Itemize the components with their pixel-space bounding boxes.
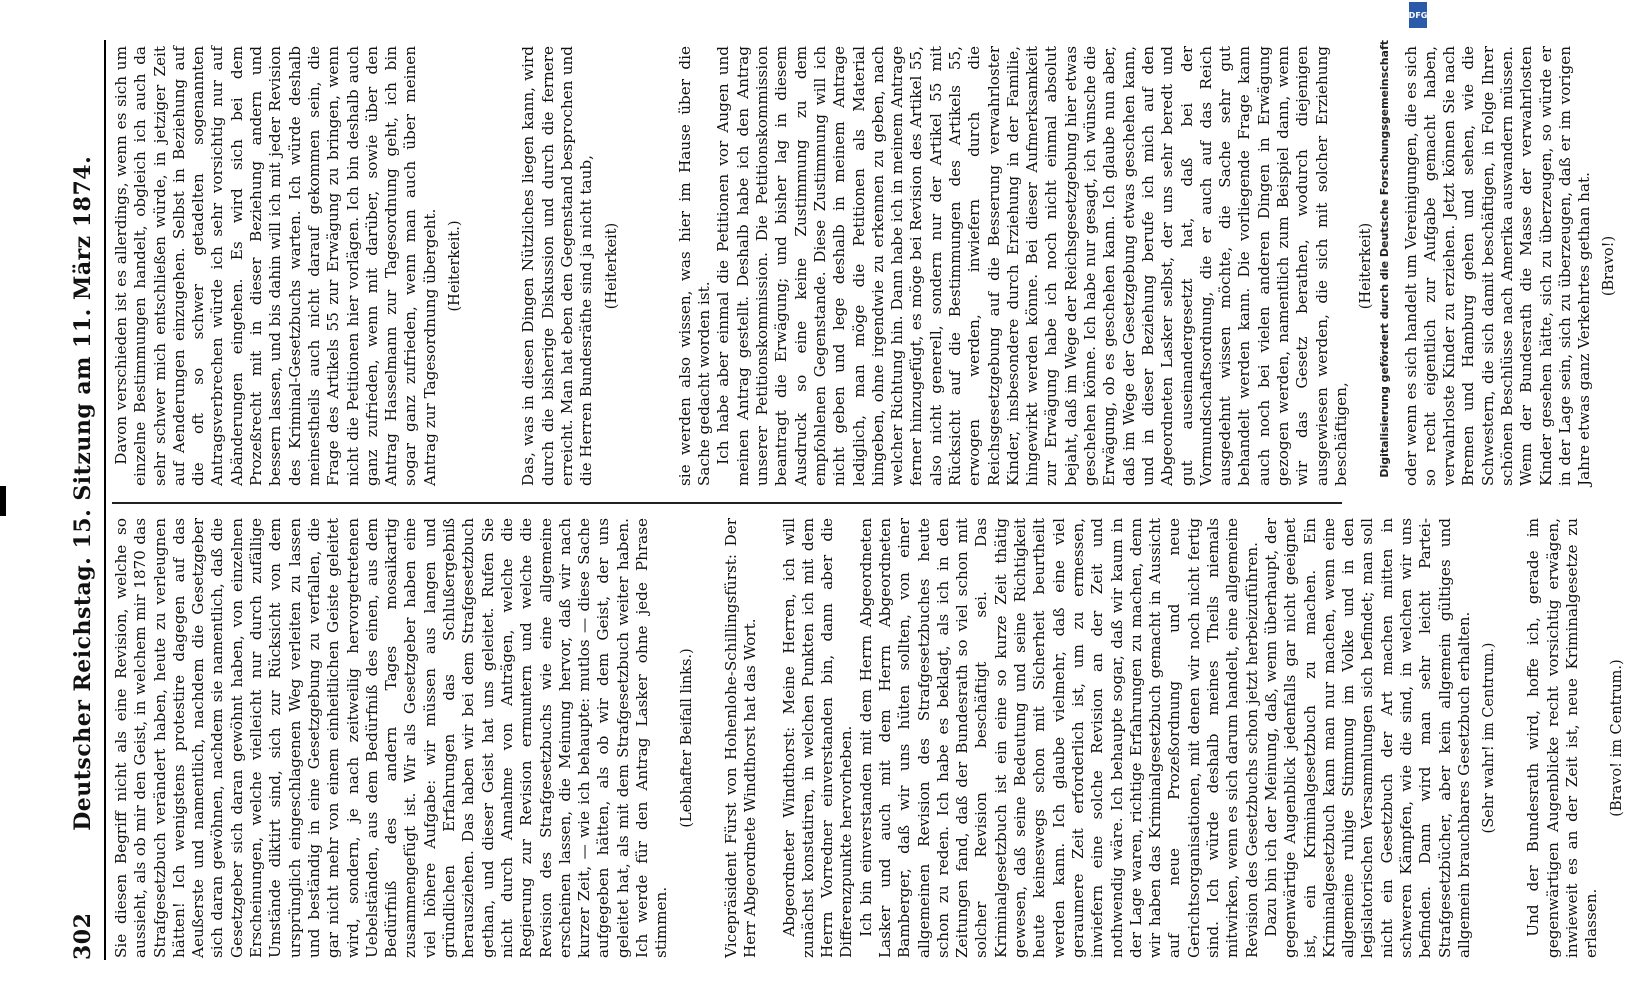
paragraph: Und der Bundesrath wird, hoffe ich, gerade im gegenwärtigen Augenblicke recht vorsichtig erwägen, inwieweit es an der Zeit ist, neue Kriminalgesetze zu erlassen. — [1524, 518, 1601, 958]
header-rule — [104, 40, 106, 960]
paragraph: Vicepräsident Fürst von Hohenlohe-Schillingsfürst: Der Herr Abgeordnete Windthorst hat das Wort. — [721, 518, 760, 958]
scan-edge-mark — [0, 486, 6, 516]
paragraph: sie werden also wissen, was hier im Hause über die Sache gedacht worden ist. — [675, 46, 714, 486]
paragraph: Davon verschieden ist es allerdings, wenn es sich um einzelne Bestimmungen handelt, obgleich ich auch da sehr schwer mich entschließen würde, in jetziger Zeit auf Aenderungen einzugehen. Selbst in Beziehung auf die oft so schwer getadelten sogenannten Antragsverbrechen würde ich sehr vorsichtig nur auf Abänderungen eingehen. Es wird sich bei dem Prozeßrecht mit in dieser Beziehung andern und bessern lassen, und bis dahin will ich mit jeder Revision des Kriminal-Gesetzbuchs warten. Ich würde deshalb meinestheils auch nicht darauf gekommen sein, die Frage des Artikels 55 zur Erwägung zu bringen, wenn nicht die Petitionen hier vorlägen. Ich bin deshalb auch ganz zufrieden, wenn mit darüber, sowie über den Antrag Hasselmann zur Tagesordnung geht, ich bin sogar ganz zufrieden, wenn man auch über meinen Antrag zur Tagesordnung übergeht. — [112, 46, 439, 486]
spacer — [471, 46, 519, 486]
paragraph: Abgeordneter Windthorst: Meine Herren, ich will zunächst konstatiren, in welchen Punkten ich mit dem Herrn Vorredner einverstanden bin, dann aber die Differenzpunkte hervorheben. — [779, 518, 856, 958]
page-header — [64, 40, 102, 960]
paragraph: oder wenn es sich handelt um Vereinigungen, die es sich so recht eigentlich zur Aufgabe gemacht haben, verwahrloste Kinder zu erziehen. Jetzt können Sie nach Bremen und Hamburg gehen und sehen, wie die Schwestern, die sich damit beschäftigen, in Folge Ihrer schönen Beschlüsse nach Amerika auswandern müssen. Wenn der Bundesrath die Masse der verwahrlosten Kinder gesehen hätte, sich zu überzeugen, so würde er in der Lage sein, sich zu überzeugen, daß er im vorigen Jahre etwas ganz Verkehrtes gethan hat. — [1401, 46, 1594, 486]
interjection: (Lebhafter Beifall links.) — [678, 648, 695, 828]
right-column — [112, 46, 1626, 486]
interjection: (Heiterkeit) — [1358, 222, 1375, 310]
digitization-credit: Digitalisierung gefördert durch die Deutsche Forschungsgemeinschaft — [1378, 40, 1391, 478]
dfg-logo: DFG — [1409, 2, 1427, 28]
paragraph: Ich bin einverstanden mit dem Herrn Abgeordneten Lasker und auch mit dem Herrn Abgeordneten Bamberger, daß wir uns hüten sollten, von einer allgemeinen Revision des Strafgesetzbuches heute schon zu reden. Ich habe es beklagt, als ich in den Zeitungen fand, daß der Bundesrath so viel schon mit solcher Revision beschäftigt sei. Das Kriminalgesetzbuch ist ein eine so kurze Zeit thätig gewesen, daß seine Bedeutung und seine Richtigkeit heute keineswegs schon mit Sicherheit beurtheilt werden kann. Ich glaube vielmehr, daß eine viel geraumere Zeit erforderlich ist, um zu ermessen, inwiefern eine solche Revision an der Zeit und nothwendig wäre. Ich behaupte sogar, daß wir kaum in der Lage waren, richtige Erfahrungen zu machen, denn wir haben das Kriminalgesetzbuch gemacht in Aussicht auf neue Prozeßordnung und neue Gerichtsorganisationen, mit denen wir noch nicht fertig sind. Ich würde deshalb meines Theils niemals mitwirken, wenn es sich darum handelt, eine allgemeine Revision des Gesetzbuchs schon jetzt herbeizuführen. — [856, 518, 1261, 958]
paragraph: Ich habe aber einmal die Petitionen vor Augen und meinen Antrag gestellt. Deshalb habe ich den Antrag unserer Petitionskommission. Die Petitionskommission beantragt die Erwägung; und bisher lag in diesem Ausdruck so eine keine Zustimmung zu dem empfohlenen Gegenstande. Diese Zustimmung will ich nicht geben und lege deshalb in meinem Antrage lediglich, man möge die Petitionen als Material hingeben, ohne irgendwie zu erkennen zu geben, nach welcher Richtung hin. Dann habe ich in meinem Antrage ferner hinzugefügt, es möge bei Revision des Artikel 55, also nicht generell, sondern nur der Artikel 55 mit Rücksicht auf die Bestimmungen des Artikels 55, erwogen werden, inwiefern durch die Reichsgesetzgebung auf die Besserung verwahrloster Kinder, insbesondere durch Erziehung in der Familie, hingewirkt werden könne. Bei dieser Aufmerksamkeit zur Erwägung habe ich noch nicht einmal absolut bejaht, daß im Wege der Reichsgesetzgebung hier etwas geschehen könne. Ich habe nur gesagt, ich wünsche die Erwägung, ob es geschehen kann. Ich glaube nun aber, daß im Wege der Gesetzgebung etwas geschehen kann, und in dieser Beziehung berufe ich mich auf den Abgeordneten Lasker selbst, der uns sehr beredt und gut auseinandergesetzt hat, daß bei der Vormundschaftsordnung, die er auch auf das Reich ausgedehnt wissen möchte, die Sache sehr gut behandelt werden kann. Die vorliegende Frage kann auch noch bei vielen anderen Dingen in Erwägung gezogen werden, namentlich zum Beispiel dann, wenn wir das Gesetz berathen, wodurch diejenigen ausgewiesen werden, die sich mit solcher Erziehung beschäftigen, — [714, 46, 1350, 486]
left-column — [112, 518, 1633, 958]
interjection: (Heiterkeit.) — [447, 220, 464, 312]
spacer — [628, 46, 676, 486]
interjection: (Heiterkeit) — [603, 222, 620, 310]
paragraph: Dazu bin ich der Meinung, daß, wenn überhaupt, der gegenwärtige Augenblick jedenfalls gar nicht geeignet ist, ein Kriminalgesetzbuch zu machen. Ein Kriminalgesetzbuch kann man nur machen, wenn eine allgemeine ruhige Stimmung im Volke und in den legislatorischen Versammlungen sich befindet; man soll nicht ein Gesetzbuch der Art machen mitten in schweren Kämpfen, wie die sind, in welchen wir uns befinden. Dann wird man sehr leicht Partei-Strafgesetzbücher, aber kein allgemein gültiges und allgemein brauchbares Gesetzbuch erhalten. — [1261, 518, 1473, 958]
spacer — [703, 518, 722, 958]
interjection: (Bravo!) — [1601, 235, 1618, 297]
interjection: (Sehr wahr! im Centrum.) — [1481, 642, 1498, 834]
paragraph: Das, was in diesen Dingen Nützliches liegen kann, wird durch die bisherige Diskussion und durch die fernere erreicht. Man hat eben den Gegenstand besprochen und die Herren Bundesräthe sind ja nicht taub, — [519, 46, 596, 486]
paragraph: Sie diesen Begriff nicht als eine Revision, welche so aussieht, als ob mir den Geist, in welchem mir 1870 das Strafgesetzbuch verändert haben, heute zu verleugnen hätten! Ich wenigstens protestire dagegen auf das Aeußerste und namentlich, nachdem die Gesetzgeber sich daran gewöhnen, nachdem sie namentlich, daß die Gesetzgeber sich daran gewöhnt haben, von einzelnen Erscheinungen, welche vielleicht nur durch zufällige Umstände diktirt sind, sich zur Rücksicht von dem ursprünglich eingeschlagenen Weg verleiten zu lassen und beständig in eine Gesetzgebung zu verfallen, die gar nicht mehr von einem einheitlichen Geiste geleitet wird, sondern, je nach zeitweilig hervorgetretenen Uebelständen, aus dem Bedürfniß des einen, aus dem Bedürfniß des andern Tages mosaikartig zusammengefügt ist. Wir als Gesetzgeber haben eine viel höhere Aufgabe: wir müssen aus langen und gründlichen Erfahrungen das Schlußergebniß herausziehen. Das haben wir bei dem Strafgesetzbuch gethan, und dieser Geist hat uns geleitet. Rufen Sie nicht durch Annahme von Anträgen, welche die Regierung zur Revision ermuntern und welche die Revision des Strafgesetzbuchs wie eine allgemeine erscheinen lassen, die Meinung hervor, daß wir nach kurzer Zeit, — wie ich behaupte: mutlos — diese Sache aufgegeben hätten, als ob wir dem Geist, der uns geleitet hat, als mit dem Strafgesetzbuch weiter haben. Ich werde für den Antrag Lasker ohne jede Phrase stimmen. — [112, 518, 671, 958]
interjection: (Bravo! im Centrum.) — [1608, 659, 1625, 817]
page-number: 302 — [70, 912, 96, 960]
spacer — [1505, 518, 1524, 958]
spacer — [761, 518, 780, 958]
page-title: Deutscher Reichstag. 15. Sitzung am 11. März 1874. — [70, 155, 96, 831]
column-divider — [112, 503, 1342, 505]
